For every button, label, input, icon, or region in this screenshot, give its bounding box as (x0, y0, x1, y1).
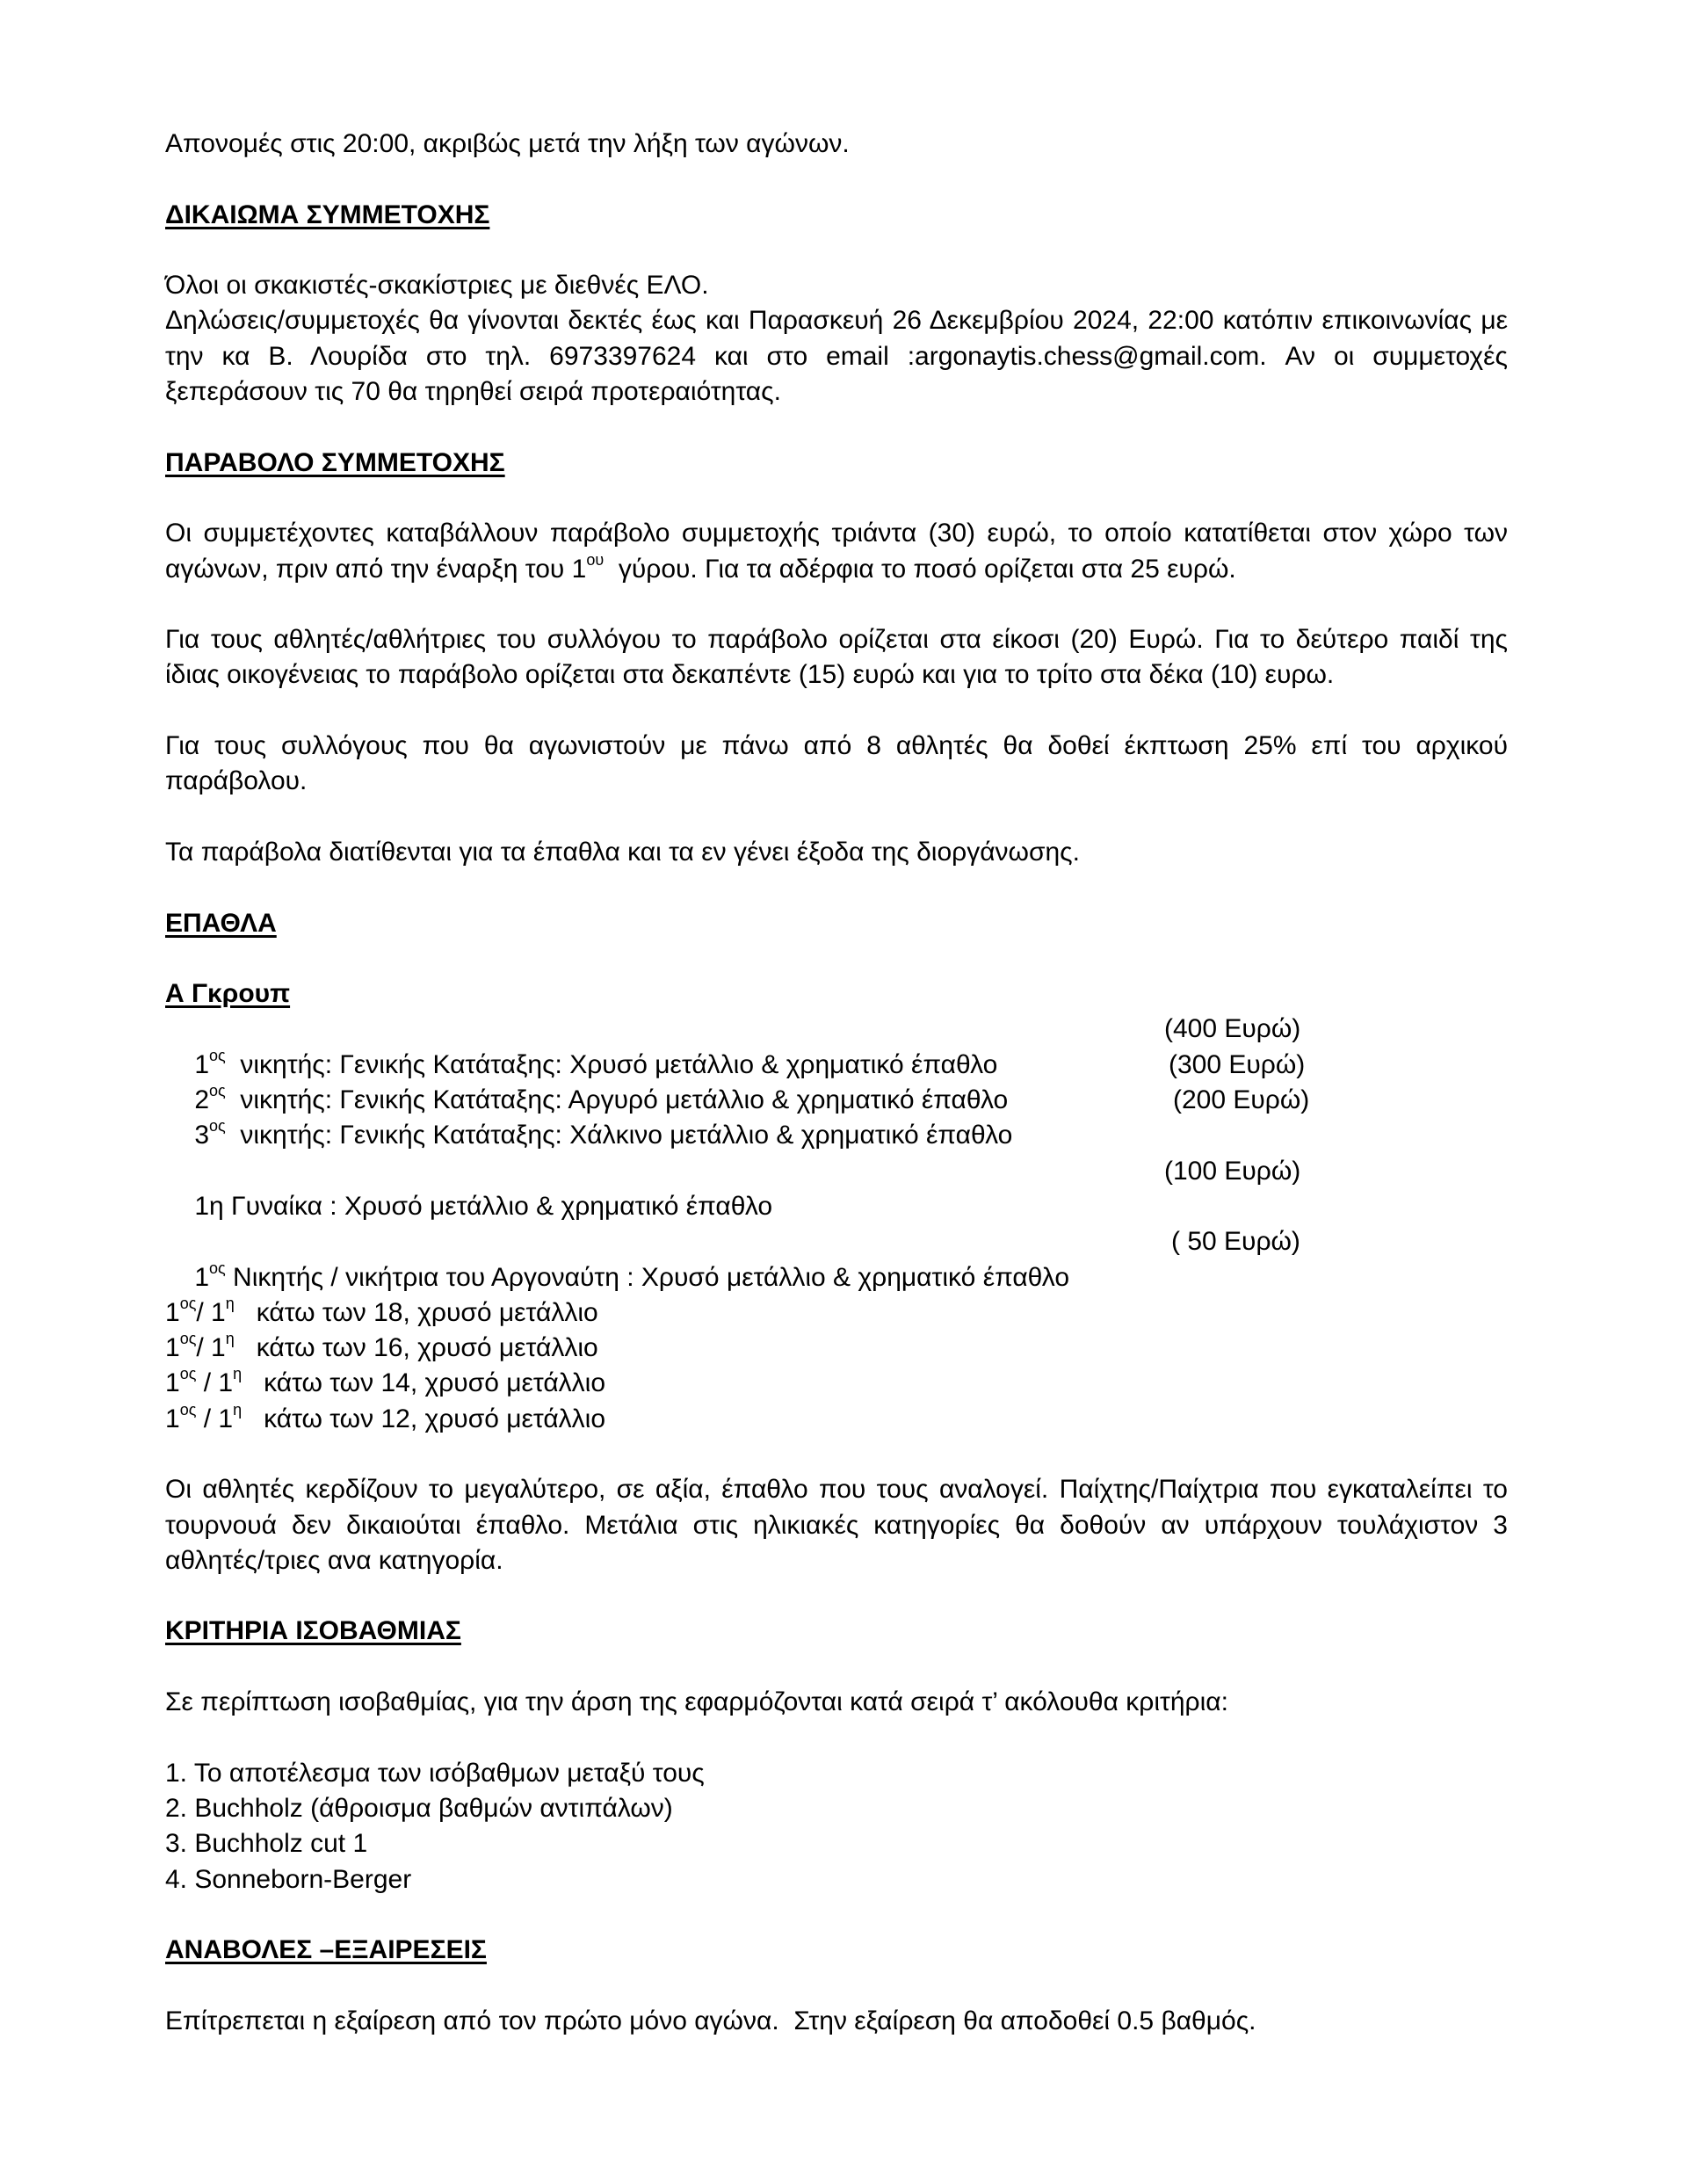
age-group-u14: $1^{o\varsigma} / 1^\eta$ κάτω των 14, χρυσό μετάλλιο (165, 1365, 606, 1398)
prize-row-woman: 1η Γυναίκα : Χρυσό μετάλλιο & χρηματικό έπαθλο (100 Ευρώ) (165, 1154, 1508, 1189)
group-a-heading: Α Γκρουπ (165, 979, 291, 1009)
age-group-u18: $1^{o\varsigma}/$ $1^\eta$ κάτω των 18, χρυσό μετάλλιο (165, 1294, 598, 1327)
age-group-u12: $1^{o\varsigma} / 1^\eta$ κάτω των 12, χρυσό μετάλλιο (165, 1400, 606, 1433)
entry-fee-heading: ΠΑΡΑΒΟΛΟ ΣΥΜΜΕΤΟΧΗΣ (165, 447, 505, 477)
prize-row-club: $1^{o\varsigma}$ Νικητής / νικήτρια του Αργοναύτη : Χρυσό μετάλλιο & χρηματικό έπαθλο ( 50 Ευρώ) (165, 1224, 1508, 1259)
tiebreaks-intro: Σε περίπτωση ισοβαθμίας, για την άρση της εφαρμόζονται κατά σειρά τ’ ακόλουθα κριτήρια: (165, 1687, 1228, 1717)
age-group-u16: $1^{o\varsigma}/$ $1^\eta$ κάτω των 16, χρυσό μετάλλιο (165, 1330, 598, 1363)
document-page (165, 127, 1508, 2039)
prize-amount: (200 Ευρώ) (1173, 1085, 1310, 1115)
prize-row-2nd: $2^{o\varsigma}$ νικητής: Γενικής Κατάταξης: Αργυρό μετάλλιο & χρηματικό έπαθλο (300 Ευρώ) (165, 1048, 1508, 1083)
prize-row-3rd: $3^{o\varsigma}$ νικητής: Γενικής Κατάταξης: Χάλκινο μετάλλιο & χρηματικό έπαθλο (200 Ευρώ) (165, 1083, 1508, 1118)
tiebreaks-heading: ΚΡΙΤΗΡΙΑ ΙΣΟΒΑΘΜΙΑΣ (165, 1616, 461, 1646)
byes-heading: ΑΝΑΒΟΛΕΣ –ΕΞΑΙΡΕΣΕΙΣ (165, 1935, 487, 1965)
entry-fee-paragraph-1: Οι συμμετέχοντες καταβάλλουν παράβολο συμμετοχής τριάντα (30) ευρώ, το οποίο κατατίθεται στον χώρο των αγώνων, πριν από την έναρξη του $1^{o\upsilon}$ γύρου. Για τα αδέρφια το ποσό ορίζεται στα 25 ευρώ. (165, 519, 1508, 584)
prize-amount: (300 Ευρώ) (1169, 1049, 1306, 1079)
tiebreak-item: 4. Sonneborn-Berger (165, 1864, 412, 1894)
awards-time-text: Απονομές στις 20:00, ακριβώς μετά την λήξη των αγώνων. (165, 129, 850, 158)
prize-row-1st: $1^{o\varsigma}$ νικητής: Γενικής Κατάταξης: Χρυσό μετάλλιο & χρηματικό έπαθλο (400 Ευρώ) (165, 1012, 1508, 1047)
entry-fee-paragraph-2: Για τους αθλητές/αθλήτριες του συλλόγου το παράβολο ορίζεται στα είκοσι (20) Ευρώ. Για το δεύτερο παιδί της ίδιας οικογένειας το παράβολο ορίζεται στα δεκαπέντε (15) ευρώ και για το τρίτο στα δέκα (10) ευρω. (165, 625, 1508, 690)
byes-text: Επίτρεπεται η εξαίρεση από τον πρώτο μόνο αγώνα. Στην εξαίρεση θα αποδοθεί 0.5 βαθμός. (165, 2006, 1256, 2035)
registration-text: Δηλώσεις/συμμετοχές θα γίνονται δεκτές έως και Παρασκευή 26 Δεκεμβρίου 2024, 22:00 κατόπιν επικοινωνίας με την κα Β. Λουρίδα στο τηλ. 6973397624 και στο email :argonaytis.chess@gmail.com. Αν οι συμμετοχές ξεπεράσουν τις 70 θα τηρηθεί σειρά προτεραιότητας. (165, 306, 1508, 407)
prize-amount: ( 50 Ευρώ) (1171, 1227, 1300, 1257)
prize-amount: (400 Ευρώ) (1164, 1014, 1301, 1044)
superscript-ordinal: ου (586, 550, 605, 569)
participation-right-heading: ΔΙΚΑΙΩΜΑ ΣΥΜΜΕΤΟΧΗΣ (165, 200, 490, 229)
tiebreak-item: 3. Buchholz cut 1 (165, 1829, 368, 1859)
prize-amount: (100 Ευρώ) (1164, 1156, 1301, 1186)
entry-fee-paragraph-4: Τα παράβολα διατίθενται για τα έπαθλα και τα εν γένει έξοδα της διοργάνωσης. (165, 837, 1080, 867)
tiebreak-item: 2. Buchholz (άθροισμα βαθμών αντιπάλων) (165, 1793, 673, 1823)
tiebreak-item: 1. Το αποτέλεσμα των ισόβαθμων μεταξύ τους (165, 1758, 705, 1788)
eligibility-text: Όλοι οι σκακιστές-σκακίστριες με διεθνές ΕΛΟ. (165, 271, 709, 301)
prizes-note: Οι αθλητές κερδίζουν το μεγαλύτερο, σε αξία, έπαθλο που τους αναλογεί. Παίχτης/Παίχτρια που εγκαταλείπει το τουρνουά δεν δικαιούται έπαθλο. Μετάλια στις ηλικιακές κατηγορίες θα δοθούν αν υπάρχουν τουλάχιστον 3 αθλητές/τριες ανα κατηγορία. (165, 1475, 1508, 1575)
prizes-heading: ΕΠΑΘΛΑ (165, 908, 277, 938)
entry-fee-paragraph-3: Για τους συλλόγους που θα αγωνιστούν με πάνω από 8 αθλητές θα δοθεί έκπτωση 25% επί του αρχικού παράβολου. (165, 731, 1508, 796)
